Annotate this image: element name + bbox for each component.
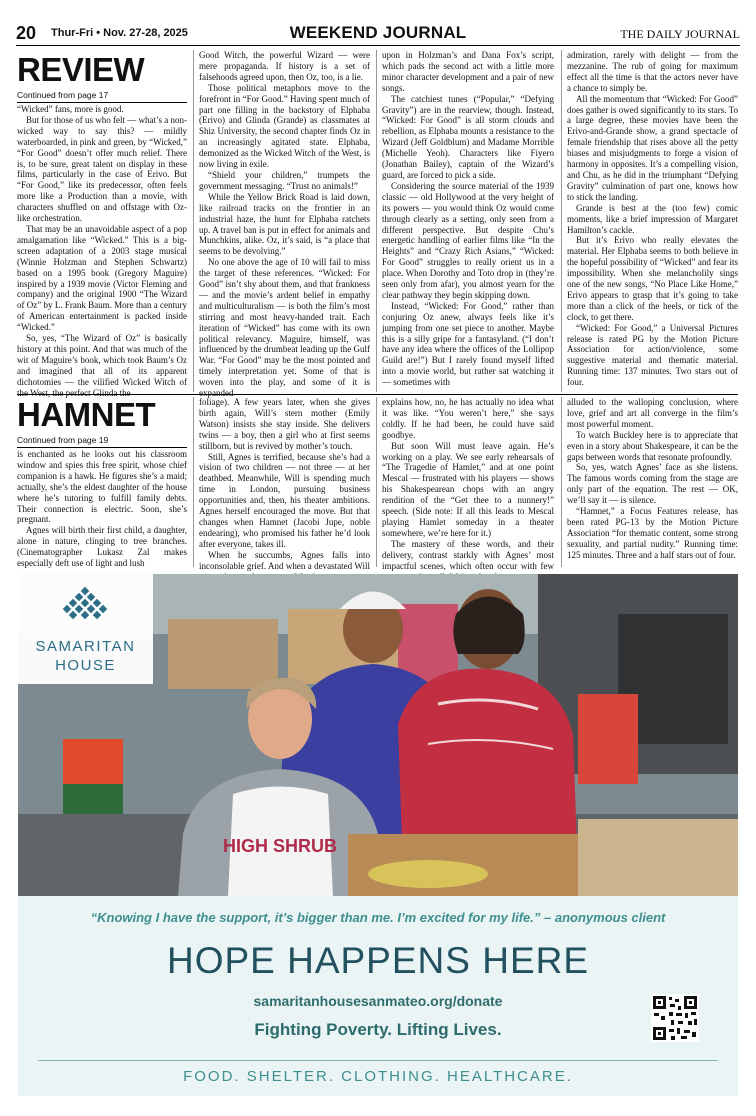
article-paragraph: So, yes, watch Agnes’ face as she listens. The famous words coming from the stage are only part of the equation. The rest — OK, we’ll say it — is silence.	[567, 462, 738, 506]
article-paragraph: So, yes, “The Wizard of Oz” is basically history at this point. And that was much of the wit of Maguire’s book, which took Baum’s Oz and imagined that all of its apparent dichotomies — the vilified Wicked Witch of the West, the perfect Glinda the	[17, 333, 187, 398]
column-divider	[561, 397, 562, 567]
ad-tagline: Fighting Poverty. Lifting Lives.	[254, 1020, 502, 1039]
review-column-2	[199, 50, 370, 399]
newspaper-name: THE DAILY JOURNAL	[620, 27, 740, 41]
column-divider	[193, 397, 194, 567]
article-paragraph: “Wicked” fans, more is good.	[17, 104, 124, 114]
article-paragraph: “Hamnet,” a Focus Features release, has been rated PG-13 by the Motion Picture Association “for thematic content, some strong sexuality, and partial nudity.” Running time: 125 minutes. Three and a half stars out of four.	[567, 506, 738, 560]
article-paragraph: Agnes will birth their first child, a daughter, alone in nature, clinging to tree branches. (Cinematographer Lukasz Zal makes especially deft use of light and lush	[17, 525, 187, 569]
article-paragraph: alluded to the walloping conclusion, where love, grief and art all converge in the film’s most powerful moment.	[567, 397, 738, 429]
article-paragraph: foliage). A few years later, when she gives birth again, Will’s stern mother (Emily Watson) insists she stay inside. She delivers twins — a boy, then a girl who at first seems stillborn, but is revived by mother’s touch.	[199, 397, 370, 451]
hamnet-rule	[17, 447, 187, 448]
qr-code-icon[interactable]	[651, 994, 699, 1042]
article-paragraph: But it’s Erivo who really elevates the material. Her Elphaba seems to both believe in the hopeful possibility of “Wicked” and fear its impossibility. When she melancholily sings one of the new songs, “No Place Like Home,” Erivo appears to grasp that it’s going to take more than a click of the heels, or tick of the clock, to get there.	[567, 235, 738, 322]
section-title: WEEKEND JOURNAL	[289, 23, 467, 42]
services-footer: FOOD. SHELTER. CLOTHING. HEALTHCARE.	[38, 1060, 718, 1091]
article-paragraph: “Shield your children,” trumpets the government messaging. “Trust no animals!”	[199, 169, 370, 191]
review-column-3	[382, 50, 554, 392]
article-paragraph: “Wicked: For Good,” a Universal Pictures release is rated PG by the Motion Picture Association for action/violence, some suggestive material and thematic material. Running time: 137 minutes. Two stars out of four.	[567, 322, 738, 388]
article-separator	[17, 394, 738, 395]
client-quote: “Knowing I have the support, it’s bigger than me. I’m excited for my life.” – anonymous client	[90, 910, 666, 925]
article-paragraph: While the Yellow Brick Road is laid down, like railroad tracks on the frontier in an industrial haze, the hunt for Elphaba ratchets up. A travel ban is put in effect for animals and Munchkins, alike. Oz, it’s said, is “a place that seems to be devolving.”	[199, 191, 370, 257]
article-paragraph: No one above the age of 10 will fail to miss the target of these references. “Wicked: For Good” isn’t shy about them, and that frankness — and the movie’s ardent belief in empathy and multiculturalism — is both the film’s most stirring and most heavy-handed trait. Each iteration of “Wicked” has come with its own political relevancy. Maguire, himself, was influenced by the drumbeat leading up the Gulf War. “For Good” may be the most pointed and timely interpretation yet. Some of that is woven into the play, and some of it is expanded	[199, 257, 370, 399]
article-paragraph: Considering the source material of the 1939 classic — old Hollywood at the very height of its powers — you would think Oz would come through clearly as a setting, only seen from a different perspective. But despite Chu’s energetic handling of earlier films like “In the Heights” and “Crazy Rich Asians,” “Wicked: For Good” struggles to really orient us in a place. When Dorothy and Toto drop in (they’re seen only from afar), you almost yearn for the clear pathway they begin skipping down.	[382, 180, 554, 300]
logo-text-samaritan: SAMARITAN	[35, 638, 136, 655]
column-divider	[376, 397, 377, 567]
article-paragraph: All the momentum that “Wicked: For Good” does gather is owed significantly to its stars. To a large degree, these movies have been the Erivo-and-Grande show, a grand spectacle of female friendship that rises above all the petty biases and misjudgments to forge a vision of harmony in opposites. It’s a compelling vision, and Chu, as he did in the triumphant “Defying Gravity” culmination of part one, knows how to stick the landing.	[567, 93, 738, 202]
article-paragraph: But soon Will must leave again. He’s working on a play. We see early rehearsals of “The Tragedie of Hamlet,” and at one point Mescal — frustrated with his players — shows his Shakespearean chops with an angry rendition of the “Get thee to a nunnery!” speech. (Side note: If all this leads to Mescal playing Hamlet someday in a theater somewhere, we’re here for it.)	[382, 440, 554, 538]
page-number: 20	[16, 23, 37, 43]
review-column-1	[17, 104, 187, 398]
ad-headline: HOPE HAPPENS HERE	[166, 940, 590, 981]
house-logo-icon	[61, 588, 109, 628]
column-divider	[193, 50, 194, 392]
article-paragraph: upon in Holzman’s and Dana Fox’s script, which pads the second act with a little more minor character development and a pair of new songs.	[382, 50, 554, 93]
hamnet-column-2	[199, 397, 370, 571]
column-divider	[376, 50, 377, 392]
hamnet-column-3	[382, 397, 554, 571]
article-paragraph: explains how, no, he has actually no idea what it was like. “You weren’t here,” she says coldly. If he had been, he could have said goodbye.	[382, 397, 554, 440]
article-paragraph: admiration, rarely with delight — from the mezzanine. The rub of going for maximum effect all the time is that the actors never have a chance to simply be.	[567, 50, 738, 93]
article-paragraph: Those political metaphors move to the forefront in “For Good.” Having spent much of part one filling in the backstory of Elphaba (Erivo) and Glinda (Grande) as classmates at Shiz University, the second chapter finds Oz in an increasingly agitated state. Elphaba, demonized as the Wicked Witch of the West, is now living in exile.	[199, 82, 370, 170]
article-paragraph: When he succumbs, Agnes falls into inconsolable grief. And when a devastated Will	[199, 549, 370, 571]
hamnet-column-1	[17, 449, 187, 567]
article-paragraph: Still, Agnes is terrified, because she’s had a vision of two children — not three — at her deathbed. Meanwhile, Will is spending much time in London, pursuing business opportunities and, then, his theater ambitions. Agnes herself encouraged the move. But that changes when Hamnet (Jacobi Jupe, noble endearing), who promised his father he’d look after everyone, takes ill.	[199, 451, 370, 549]
samaritan-house-ad	[18, 574, 738, 1096]
hamnet-continued-label: Continued from page 19	[17, 435, 109, 445]
column-divider	[561, 50, 562, 392]
article-paragraph: To watch Buckley here is to appreciate that even in a story about Shakespeare, it can be the gaps between words that resonate profoundly.	[567, 429, 738, 462]
article-paragraph: That may be an unavoidable aspect of a pop amalgamation like “Wicked.” This is a big-screen adaptation of a 2003 stage musical (Winnie Holzman and Stephen Schwartz) based on a 1995 book (Gregory Maguire) inspired by a 1939 movie (Victor Fleming and company) and the original 1900 “The Wizard of Oz” by L. Frank Baum. More than a century of American entertainment is packed inside “Wicked.”	[17, 223, 187, 333]
samaritan-house-logo	[18, 574, 153, 684]
article-paragraph: Instead, “Wicked: For Good,” rather than conjuring Oz anew, always feels like it’s jumping from one set piece to another. Maybe this is a silly gripe for a fantasyland. (“I don’t have any idea where the offices of the Lollipop Guild are!”) But I rarely found myself lifted into a movie world, but rather sat watching it — sometimes with	[382, 300, 554, 388]
review-rule	[17, 102, 187, 103]
shirt-print: HIGH SHRUB	[222, 836, 338, 856]
review-continued-label: Continued from page 17	[17, 90, 109, 100]
review-headline: REVIEW	[17, 51, 145, 88]
article-paragraph: is enchanted as he looks out his classroom window and spies this free spirit, whose chief companion is a hawk. He figures she’s a maid; actually, she’s the eldest daughter of the house where he’s tutoring to fulfill family debts. Their connection is electric. Soon, she’s pregnant.	[17, 449, 187, 525]
article-paragraph: Good Witch, the powerful Wizard — were mere propaganda. If history is a set of falsehoods agreed upon, then Oz, too, is a lie.	[199, 50, 370, 82]
article-paragraph: The catchiest tunes (“Popular,” “Defying Gravity”) are in the rearview, though. Instead, “Wicked: For Good” is all storm clouds and rebellion, as Elphaba mounts a resistance to the Wizard (Jeff Goldblum) and Madame Morrible (Michelle Yeoh). Characters like Fiyero (Jonathan Bailey), captain of the Wizard’s guard, are forced to pick a side.	[382, 93, 554, 180]
ad-photo	[18, 574, 738, 896]
hamnet-column-4	[567, 397, 738, 567]
article-paragraph: Grande is best at the (too few) comic moments, like a brief impression of Margaret Hamilton’s cackle.	[567, 202, 738, 235]
article-paragraph: But for those of us who felt — what’s a non-wicked way to say this? — mildly waterboarded, in pink and green, by “Wicked,” “For Good” doesn’t offer much relief. There is, to be sure, great talent on display in these films, particularly in the case of Erivo. But “For Good,” like its predecessor, often feels more like a Production than a movie, with characters shuffled on and offstage with Oz-like orchestration.	[17, 114, 187, 224]
logo-text-house: HOUSE	[55, 657, 116, 674]
page-header	[16, 25, 740, 46]
hamnet-headline: HAMNET	[17, 396, 156, 433]
review-column-4	[567, 50, 738, 392]
article-paragraph: The mastery of these words, and their delivery, contrast starkly with Agnes’ most impactful scenes, which often occur with few	[382, 538, 554, 571]
issue-date: Thur-Fri • Nov. 27-28, 2025	[51, 27, 188, 39]
ad-copy-panel	[18, 896, 738, 1096]
donate-link[interactable]: samaritanhousesanmateo.org/donate	[253, 993, 503, 1009]
